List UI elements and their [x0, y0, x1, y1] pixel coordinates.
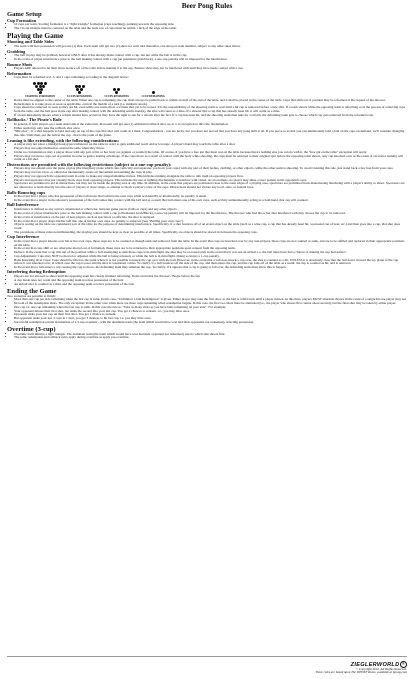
bullet-item: • Players may not move cups out of position in order to gain a leaning advantage. If the cups move as a result of contact with the body while shooting, the cups must be returned to their original spot before the opposing team shoots. Any cup knocked over as the result of excessive leaning will count as a hit shot.: [14, 155, 407, 163]
bullet-list: [7, 208, 407, 234]
subsection-heading: Rollbacks / The Pirate's Rule: [7, 117, 62, 123]
cup-icon: [115, 91, 118, 94]
subsection-heading: Grabbing: [7, 48, 26, 54]
bullet-item: • A cup made does not count and the opposing team receives possession of the ball.: [14, 279, 407, 283]
bullet-item: • Players and spectators may not visually block cups from opposing players. This includes the use of lighting mechanisms to interfere with vision. As an example, no player may shine a laser pointer in his opponent's eyes.: [14, 179, 407, 183]
bullet-item: • "Miracles" - If a shot happens to land and stay on top of the cups that shot will count as a miss. Congratulations - you are lucky, but you have not proved that you have any pong skill at all. If you prove to us that you can intentionally land a ball on the cups on demand, we'll consider changing this rule. Until then, put the ball in the cup - that is the point of the game.: [14, 130, 407, 138]
rules-content: [7, 11, 407, 340]
bullet-item: • Cup Adjustment: Cups may NOT be moved or adjusted while the ball is being released, or while the ball is in mid-flight. Doing so incurs a 1-cup penalty.: [14, 255, 407, 259]
registered-mark: ®: [400, 661, 407, 668]
bullet-list: [7, 123, 407, 138]
bullet-item: • An airball shot is counted as a miss and the opposing team receives possession of the ball.: [14, 283, 407, 287]
bullet-item: • In the event that cups shift or are otherwise moved out of formation, those cups are to be returned to their appropriate positions upon request from the opposing team.: [14, 247, 407, 251]
bullet-item: • The ball in play may be grabbed, however ONLY after it has already made contact with a cup, but not while the ball is in the cup.: [14, 54, 407, 58]
bullet-item: • Your opponent misses their first shot, but sinks the second into your last cup. You get 2 chances to redeem, i.e., you may miss once.: [14, 310, 407, 314]
section-heading: Ending the Game: [7, 287, 57, 295]
cup-row: [78, 91, 81, 94]
cup-row: [115, 91, 118, 94]
bullet-list: [7, 143, 407, 162]
cup-icon: [78, 91, 81, 94]
section-heading: Game Setup: [7, 11, 42, 18]
cup-row: [152, 91, 155, 94]
bullet-item: • Overtime form mimics a tight triangle. The dominant team (the team which would have won had their opponent not redeemed) selects which side shoots first.: [14, 333, 407, 337]
bullet-list: [7, 167, 407, 190]
bullet-list: [7, 23, 407, 31]
bullet-item: • The team with first possession will get one (1) shot. Each team will get two (2) shots for each turn thereafter, one shot per team member, subject to any other rules below.: [14, 45, 407, 49]
subsection-heading: Bounce Shots: [7, 61, 33, 67]
bullet-item: • In the event that a player who has possession of the ball drops that ball into his own cups while accidentally or intentionally, no penalty is taken.: [14, 195, 407, 199]
bullet-list: [7, 54, 407, 62]
subsection-heading: Cup Interference: [7, 234, 40, 240]
bullet-list: [7, 67, 407, 71]
bullet-item: • Cups should be removed as soon as they are hit, even while one team offers a written shot yet to be tossed. It is the responsibility of the shooting team to wait until a hit cup is removed before a new shot. If a team shoots while the opposing team is reforming or in the process of removing cups from the table, and the ball goes in the cup after making contact with the defending team's hand(s), the shot will count as a miss. If a shooter hits a cup that has already been hit, it will count as a miss.: [14, 106, 407, 114]
bullet-item: • Racks must be aligned to the center of the table. When one cup is remaining, the cup shall always be pulled back to within an inch of the end of the table, and it shall be placed in the center of the table. Cups that shift out of position may be reformed at the request of the thrower.: [14, 99, 407, 103]
cup-formation: [141, 91, 165, 98]
bullet-list: [7, 240, 407, 270]
bullet-list: [7, 99, 407, 118]
subsection-heading: Cup Formation: [7, 17, 37, 23]
subsection-heading: Balls-Bouncing cups: [7, 189, 46, 195]
paragraph: Two scenarios are possible to finish:: [7, 293, 56, 298]
bullet-item: • Reformation is to take place as soon as applicable, even in the middle of a turn (i.e. midturn rerack).: [14, 103, 407, 107]
cup-formation: [25, 82, 55, 98]
bullet-item: • In general, if both players on a team sink balls at the same turn, that team will get one (1) additional rollback shot, up to a 1x exception to this rule, Redemption.: [14, 123, 407, 127]
cup-formation: [67, 85, 92, 98]
bullet-item: • Cups must be reformed at 6, 3, and 1 cups remaining according to the diagram below:: [14, 76, 407, 80]
bullet-item: • Players ARE allowed to let their shots bounce off of the table before making it to the cup. Bounce shots may not be interfered with until they have made contact with a cup.: [14, 67, 407, 71]
cup-row: [39, 91, 42, 94]
bullet-item: • Players may not extend over the plane of play (the imaginary plane which runs vertically and separates you from your cups) with any part of their bodies, clothing, or other objects, while the other team is shooting. To avoid violating this rule, just stand back a few feet from your cups.: [14, 167, 407, 171]
subsection-heading: Interfering during Redemption: [7, 269, 66, 275]
bullet-item: • Either team may only take the rollback shot once.: [14, 127, 407, 131]
bullet-item: • But opponent sinks your last 3 cups in 1 turn, you get 3 chances to hit last cup, i.e. you may miss once.: [14, 317, 407, 321]
subsection-heading: Reformation: [7, 70, 31, 76]
rules-page: [7, 2, 407, 340]
bullet-item: • A player may not place a hand(s)/foot(s)/pecs/whatever on the table in order to gain additional reach and/or leverage. A player's hand may touch the table after a shot.: [14, 143, 407, 147]
subsection-heading: Leaning is like extending, with the following considerations:: [7, 137, 120, 143]
cup-icon: [152, 91, 155, 94]
footer: [7, 656, 407, 677]
section-heading: Overtime (3-cup): [7, 325, 56, 333]
brand-name: ZIEGLERWORLD: [350, 661, 400, 668]
bullet-list: [7, 45, 407, 49]
bullet-item: • In the event of player interference prior to the ball making contact with a cup (a Premature Grab/Block), a one-cup penalty will be imposed for the interference. The thrower who had his or her shot interfered with may choose the cup to be removed.: [14, 212, 407, 216]
reformation-diagram: [25, 82, 407, 98]
bullet-list: [7, 76, 407, 80]
bullet-item: • The provisions of these rules notwithstanding, the playing area should be kept as clear as possible at all times. Specifically, no objects should be placed in between the opposing cups.: [14, 231, 407, 235]
bullet-item: • Objects resting on the table are considered part of the table for the purpose of determining interference. Specifically, if a shot bounces off of an errant object on the table (such as a wine cup, a cup that has already been hit, a personal can of beer, etc.) and then goes into a cup, that shot does count.: [14, 223, 407, 231]
page-title: Beer Pong Rules: [181, 2, 233, 10]
bullet-item: • 10 cups per team. Starting formation is a "tight triangle" formation (cups touching), pointing towards the opposing side.: [14, 23, 407, 27]
bullet-item: • In the event that a player knocks over his or her own cups, those cups are to be counted as though sunk and removed from the table. In the event that cups are knocked over by any non-players, those cups are not counted as sunk, and are to be refilled and replaced in their appropriate positions on the table.: [14, 240, 407, 248]
cup-formation: [104, 88, 129, 98]
subsection-heading: Distractions are permitted with the following restrictions (subject to a one-cup penalty):: [7, 161, 172, 167]
bullet-item: • If a team mistakenly shoots when a reform should have occurred, they have the right to ask for a reform after the fact. If a cup has been hit, and the shooting team then asks for a reform, the defending team gets to choose which cup gets removed from the reformed rack.: [14, 114, 407, 118]
bullet-list: [7, 195, 407, 203]
formation-label: 1 CUP REMAINING: [141, 94, 165, 98]
bullet-item: • Under no circumstances may a player shoot with any part of his or her body on (against or parallel) the table. Of course, if you have a free gut that must rest on the table because there's nothing else you can do with it, the "free gut on the table" exception will apply.: [14, 151, 407, 155]
bullet-item: • More than one cup per side remaining when the last cup is sunk. In this case, "Unlimited 1-ball Redemption" is given. Either player may take the first shot, so the ball is rolled back until a player misses. At this time, players MUST alternate throws in the event of a single hit one player may not hit both of the redemption shots. The only exception: In the other case when there are three cups remaining when redemption begins. In this case, the first two shots must be alternated (i.e., the player who shoots first cannot shoot second), but the final shot may be taken by either player.: [14, 298, 407, 306]
bullet-item: • Players may not edge themselves around the table when they throw.: [14, 147, 407, 151]
formation-label: 6 CUPS REMAINING: [67, 94, 93, 98]
bullet-list: [7, 298, 407, 324]
bullet-item: • Players are not allowed to shoot until the opposing team has clearly finished reforming. In the event that the thrower - Bogie before the fan: [14, 275, 407, 279]
bullet-item: • In the event of player interference prior to the ball making contact with a cup (an premature grab/block), a one-cup penalty will be imposed for the interference.: [14, 58, 407, 62]
bullet-item: • The 10-cup triangle must be centered on the table and the back row of cups must be within 1 inch of the edge of the table.: [14, 27, 407, 31]
bullet-list: [7, 333, 407, 341]
formation-label: STARTING FORMATION: [25, 94, 56, 98]
bullet-item: • Players may not approach the opposing team in order to make any unsportsmanlike moves. This includes running alongside the table to talk trash on opposing players flow.: [14, 175, 407, 179]
section-heading: Playing the Game: [7, 30, 64, 40]
bullet-item: • Successful redemption results in initiation of a 3-cup overtime - with the dominant team (the team which would have won had their opponents not redeemed), selecting possession.: [14, 321, 407, 325]
subsection-heading: Ball Interference: [7, 202, 39, 208]
bullet-item: • In the event that a ball enters a cup causing the cup to move, the defending team may simulate the cup. To clarify, if it appears that a cup is going to fall over, the defending team must allow this to happen.: [14, 266, 407, 270]
bullet-item: • One cup vs. one cup remaining when the last cup is sunk. In this case the rule is, "Take as many shots as you have balls remaining on your side". For example:: [14, 306, 407, 310]
bullet-item: • In the event that a player in the shooter's possession of the ball comes into contact with the ball and as a result that ball enters one of his own cups, such activity unintentionally acting as a bath hand, that cup will counted.: [14, 199, 407, 203]
copyright-text: © Copyright 2010. All Rights Reserved.: [355, 667, 407, 671]
credit-text: These rules are based upon The WPDEF Rules, available at bpong.com: [315, 670, 407, 675]
bullet-list: [7, 275, 407, 286]
bullet-item: • In the event of interference on the part of non-players, such as spectators or officials, the shot is replayed.: [14, 216, 407, 220]
cup-icon: [39, 91, 42, 94]
bullet-item: • The same redemption and rollback rules apply during overtime as apply pre-overtime.: [14, 336, 407, 340]
bullet-item: • Interference is defined as any contact, intentional or otherwise, between game pieces (balls or cups) and any other objects.: [14, 208, 407, 212]
bullet-item: • Balls Knocking Over Cups: Cups should be filled to the point where it is not possible to knock the cup over with the ball. However, in the event that a ball does knock a cup over, the shot is counted as a hit, UNLESS it is absolutely clear that the ball never crossed the top plane of the cup before it was knocked over, in which case the cup is reset and the shot is considered a miss. To clarify, if a ball bounces off the side of the cup, and then enters the cup, and the cup falls off of the table as a result, the cup is counted as hit, and is removed.: [14, 259, 407, 267]
bullet-item: • In the event that a player drops his/her ball into one of his/her own cups, no penalty is enforced (See "Balling your own cups").: [14, 220, 407, 224]
bullet-item: • Deflect: In the event that a cup tilts out of the position while a ball attempting to sink those cups is in-mid-flight, the shot may be re-tossed only in the event that it was not an airball, i.e. the ball must have had a chance of making the cup had deflect.: [14, 251, 407, 255]
bullet-item: • Spectators are permitted to aid in distractions, but may not be inside the playing area at any time. In addition, in the event that players are positioned close to the outer edges of a playing area, spectators are prohibited from maneuvering interfering with a player's ability to shoot. Spectators are not allowed to scream directly into the ears of players at close range, or attempt to block a player's view of the cups. Distractions should not violate any local, state, or federal laws.: [14, 182, 407, 190]
formation-label: 3 CUPS REMAINING: [104, 94, 130, 98]
subsection-heading: Shooting and Table Sides: [7, 39, 54, 45]
bullet-item: • Players may not fan, blow, or otherwise intentionally create air movement surrounding the cups in play.: [14, 171, 407, 175]
bullet-item: • Opponent sinks your last cup on their first shot. You get 1 chance to redeem.: [14, 313, 407, 317]
